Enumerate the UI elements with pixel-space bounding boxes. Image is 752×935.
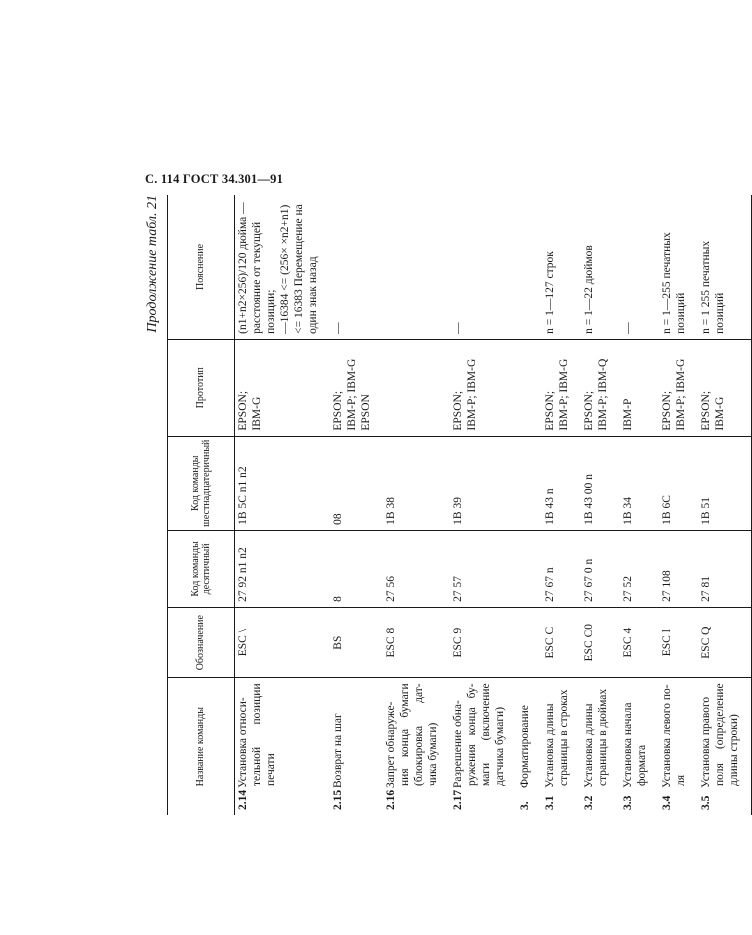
- cell-hex: 1B 38: [383, 436, 450, 530]
- table-row: [330, 195, 383, 815]
- cell-note: —: [450, 195, 517, 339]
- col-header-decimal: Код команды десятичный: [168, 530, 235, 607]
- cell-command-name: [383, 678, 450, 815]
- command-name-text: Установка длины: [544, 703, 557, 788]
- table-row: [698, 195, 752, 815]
- cell-hex: 08: [330, 436, 383, 530]
- cell-code: ESC l: [659, 607, 698, 677]
- cell-note: n = 1—255 печатных позиций: [659, 195, 698, 339]
- cell-prototype: EPSON; IBM-P; IBM-Q: [581, 339, 620, 436]
- command-name-first-line: [699, 683, 713, 810]
- page-header: С. 114 ГОСТ 34.301—91: [145, 172, 284, 186]
- cell-note: —: [330, 195, 383, 339]
- cell-command-name: [620, 678, 659, 815]
- cell-hex: 1B 51: [698, 436, 752, 530]
- command-name-first-line: [621, 683, 635, 810]
- command-table: [167, 195, 752, 815]
- cell-command-name: [517, 678, 542, 815]
- cell-prototype: EPSON; IBM-G: [698, 339, 752, 436]
- command-number: 2.17: [452, 789, 465, 810]
- table-row: [659, 195, 698, 815]
- cell-note: [517, 195, 542, 339]
- table-row: [235, 195, 331, 815]
- cell-prototype: EPSON; IBM-P; IBM-G: [659, 339, 698, 436]
- command-number: 3.2: [583, 795, 596, 810]
- command-name-continuation: формата: [636, 744, 649, 786]
- cell-hex: 1B 6C: [659, 436, 698, 530]
- cell-note: —: [620, 195, 659, 339]
- cell-note: n = 1—22 дюймов: [581, 195, 620, 339]
- command-name-first-line: [236, 683, 250, 810]
- command-number: 2.15: [332, 789, 345, 810]
- command-name-continuation: страницы в строках: [558, 689, 571, 786]
- col-header-code: Обозначение: [168, 607, 235, 677]
- cell-code: ESC \: [235, 607, 331, 677]
- command-number: 2.16: [385, 789, 398, 810]
- cell-command-name: [235, 678, 331, 815]
- cell-hex: 1B 43 n: [542, 436, 581, 530]
- table-row: [383, 195, 450, 815]
- command-name-text: Установка начала: [622, 702, 635, 788]
- cell-prototype: EPSON; IBM-P; IBM-G: [542, 339, 581, 436]
- cell-hex: 1B 43 00 n: [581, 436, 620, 530]
- cell-prototype: [383, 339, 450, 436]
- cell-code: ESC C0: [581, 607, 620, 677]
- command-name-first-line: [543, 683, 557, 810]
- col-header-name: Название команды: [168, 678, 235, 815]
- command-name-first-line: [384, 683, 398, 810]
- cell-code: ESC 4: [620, 607, 659, 677]
- command-name-first-line: [518, 683, 532, 810]
- cell-command-name: [581, 678, 620, 815]
- command-number: 3.: [519, 801, 532, 810]
- table-row: [620, 195, 659, 815]
- command-name-continuation: страницы в дюймах: [597, 688, 610, 786]
- cell-command-name: [659, 678, 698, 815]
- cell-prototype: [517, 339, 542, 436]
- cell-code: ESC 8: [383, 607, 450, 677]
- cell-code: ESC C: [542, 607, 581, 677]
- command-number: 3.1: [544, 795, 557, 810]
- cell-decimal: 27 57: [450, 530, 517, 607]
- cell-decimal: 27 92 n1 n2: [235, 530, 331, 607]
- table-row: [517, 195, 542, 815]
- command-name-text: Разрешение обна-: [452, 700, 465, 788]
- cell-decimal: 27 67 n: [542, 530, 581, 607]
- cell-note: (n1+n2×256)/120 дюйма — расстояние от текущей позиции; —16384 <= (256× ×n2+n1) <= 16383 Перемещение на один знак назад: [235, 195, 331, 339]
- command-name-continuation: ружения конца бу- маги (включение датчика бумаги): [466, 683, 507, 786]
- cell-decimal: 27 108: [659, 530, 698, 607]
- cell-code: [517, 607, 542, 677]
- command-number: 3.4: [661, 795, 674, 810]
- cell-note: n = 1 255 печатных позиций: [698, 195, 752, 339]
- cell-hex: 1B 39: [450, 436, 517, 530]
- table-body: [235, 195, 752, 815]
- table-row: [450, 195, 517, 815]
- rotated-table-area: [145, 195, 741, 815]
- cell-command-name: [698, 678, 752, 815]
- cell-decimal: 27 81: [698, 530, 752, 607]
- cell-decimal: 8: [330, 530, 383, 607]
- command-name-first-line: [582, 683, 596, 810]
- cell-prototype: EPSON; IBM-P; IBM-G EPSON: [330, 339, 383, 436]
- cell-command-name: [542, 678, 581, 815]
- command-name-text: Возврат на шаг: [332, 713, 345, 788]
- cell-prototype: EPSON; IBM-G: [235, 339, 331, 436]
- cell-prototype: EPSON; IBM-P; IBM-G: [450, 339, 517, 436]
- command-name-text: Установка относи-: [237, 697, 249, 788]
- command-name-text: Запрет обнаруже-: [385, 701, 398, 788]
- cell-code: ESC 9: [450, 607, 517, 677]
- command-name-first-line: [660, 683, 674, 810]
- command-name-continuation: ния конца бумаги (блокировка дат- чика бумаги): [399, 683, 440, 786]
- cell-command-name: [330, 678, 383, 815]
- command-name-continuation: поля (определение длины строки): [714, 683, 741, 786]
- command-name-text: Установка правого: [700, 696, 713, 788]
- table-row: [542, 195, 581, 815]
- table-continuation-label: Продолжение табл. 21: [145, 195, 160, 333]
- command-number: 3.5: [700, 795, 713, 810]
- col-header-prototype: Прототип: [168, 339, 235, 436]
- cell-command-name: [450, 678, 517, 815]
- command-name-continuation: тельной позиции печати: [251, 683, 278, 786]
- cell-decimal: [517, 530, 542, 607]
- col-header-hex: Код команды шестнадцатеричный: [168, 436, 235, 530]
- table-header-row: [168, 195, 235, 815]
- command-name-text: Форматирование: [519, 705, 532, 788]
- cell-decimal: 27 52: [620, 530, 659, 607]
- cell-note: n = 1—127 строк: [542, 195, 581, 339]
- cell-decimal: 27 67 0 n: [581, 530, 620, 607]
- cell-hex: 1B 5C n1 n2: [235, 436, 331, 530]
- cell-code: ESC Q: [698, 607, 752, 677]
- command-name-first-line: [331, 683, 345, 810]
- cell-hex: 1B 34: [620, 436, 659, 530]
- command-number: 3.3: [622, 795, 635, 810]
- command-name-first-line: [451, 683, 465, 810]
- table-row: [581, 195, 620, 815]
- command-name-continuation: ля: [675, 774, 688, 786]
- command-name-text: Установка левого по-: [661, 684, 674, 788]
- cell-prototype: IBM-P: [620, 339, 659, 436]
- cell-code: BS: [330, 607, 383, 677]
- col-header-note: Пояснение: [168, 195, 235, 339]
- cell-hex: [517, 436, 542, 530]
- command-name-text: Установка длины: [583, 703, 596, 788]
- cell-note: [383, 195, 450, 339]
- command-number: 2.14: [237, 789, 249, 810]
- cell-decimal: 27 56: [383, 530, 450, 607]
